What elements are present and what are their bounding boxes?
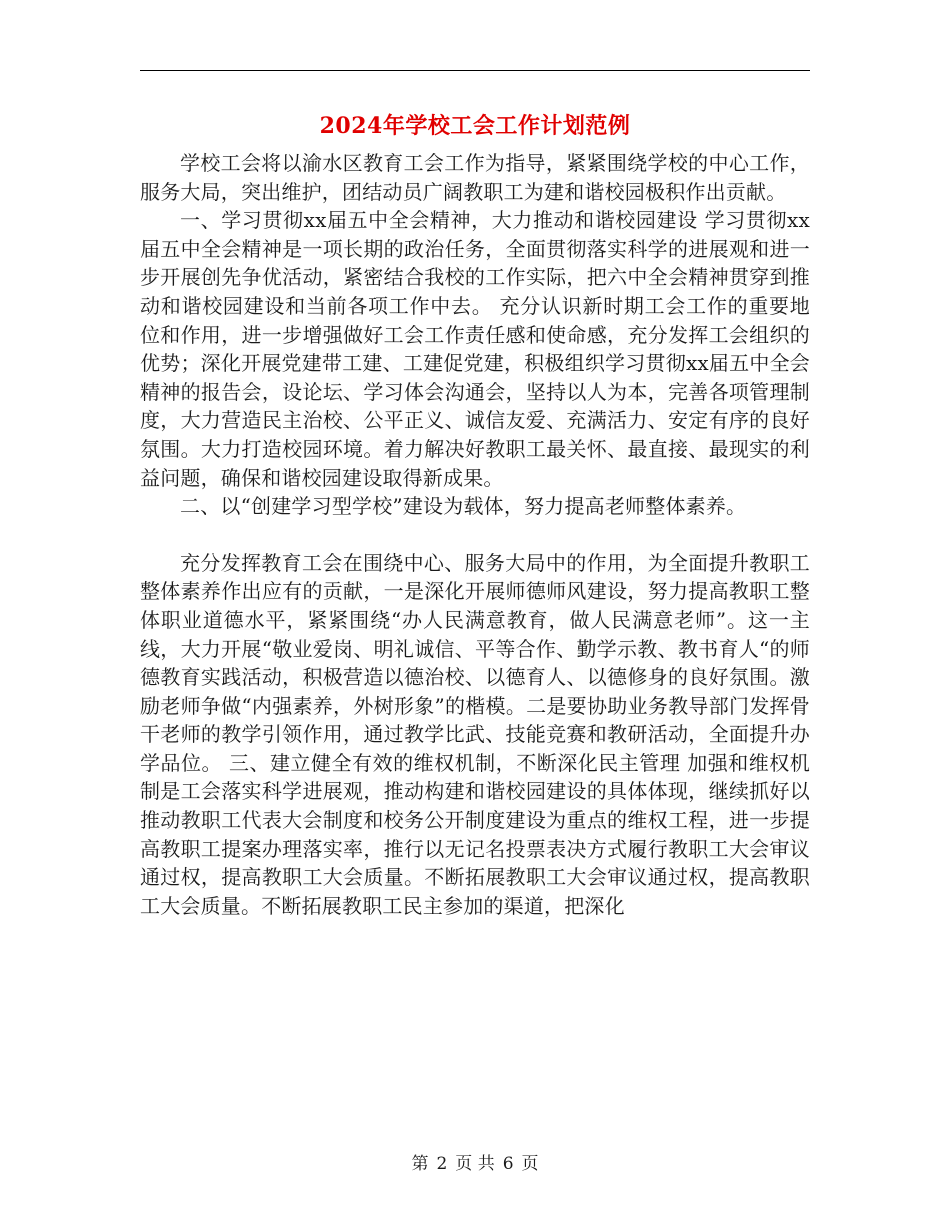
footer-middle: 页 共 (455, 1154, 495, 1174)
current-page-number: 2 (436, 1154, 448, 1174)
footer-prefix: 第 (411, 1154, 429, 1174)
total-pages-number: 6 (502, 1154, 514, 1174)
header-rule (140, 70, 810, 71)
paragraph-section-two-body: 充分发挥教育工会在围绕中心、服务大局中的作用，为全面提升教职工整体素养作出应有的贡献，一是深化开展师德师风建设，努力提高教职工整体职业道德水平，紧紧围绕“办人民满意教育，做人民满意老师”。这一主线，大力开展“敬业爱岗、明礼诚信、平等合作、勤学示教、教书育人“的师德教育实践活动，积极营造以德治校、以德育人、以德修身的良好氛围。激励老师争做“内强素养，外树形象”的楷模。二是要协助业务教导部门发挥骨干老师的教学引领作用，通过教学比武、技能竞赛和教研活动，全面提升办学品位。 三、建立健全有效的维权机制，不断深化民主管理 加强和维权机制是工会落实科学进展观，推动构建和谐校园建设的具体体现，继续抓好以推动教职工代表大会制度和校务公开制度建设为重点的维权工程，进一步提高教职工提案办理落实率，推行以无记名投票表决方式履行教职工大会审议通过权，提高教职工大会质量。不断拓展教职工大会审议通过权，提高教职工大会质量。不断拓展教职工民主参加的渠道，把深化 (140, 550, 810, 918)
paragraph-section-one: 一、学习贯彻xx届五中全会精神，大力推动和谐校园建设 学习贯彻xx届五中全会精神是一项长期的政治任务，全面贯彻落实科学的进展观和进一步开展创先争优活动，紧密结合我校的工作实际，把六中全会精神贯穿到推动和谐校园建设和当前各项工作中去。 充分认识新时期工会工作的重要地位和作用，进一步增强做好工会工作责任感和使命感，充分发挥工会组织的优势；深化开展党建带工建、工建促党建，积极组织学习贯彻xx届五中全会精神的报告会，设论坛、学习体会沟通会，坚持以人为本，完善各项管理制度，大力营造民主治校、公平正义、诚信友爱、充满活力、安定有序的良好氛围。大力打造校园环境。着力解决好教职工最关怀、最直接、最现实的利益问题，确保和谐校园建设取得新成果。 (140, 208, 810, 490)
paragraph-intro: 学校工会将以渝水区教育工会工作为指导，紧紧围绕学校的中心工作，服务大局，突出维护，团结动员广阔教职工为建和谐校园极积作出贡献。 (140, 151, 810, 204)
document-body (140, 149, 810, 920)
footer-suffix: 页 (521, 1154, 539, 1174)
paragraph-section-two-heading: 二、以“创建学习型学校”建设为载体，努力提高老师整体素养。 (180, 494, 747, 519)
page-number-footer (140, 1152, 810, 1176)
document-title: 2024年学校工会工作计划范例 (319, 113, 631, 139)
